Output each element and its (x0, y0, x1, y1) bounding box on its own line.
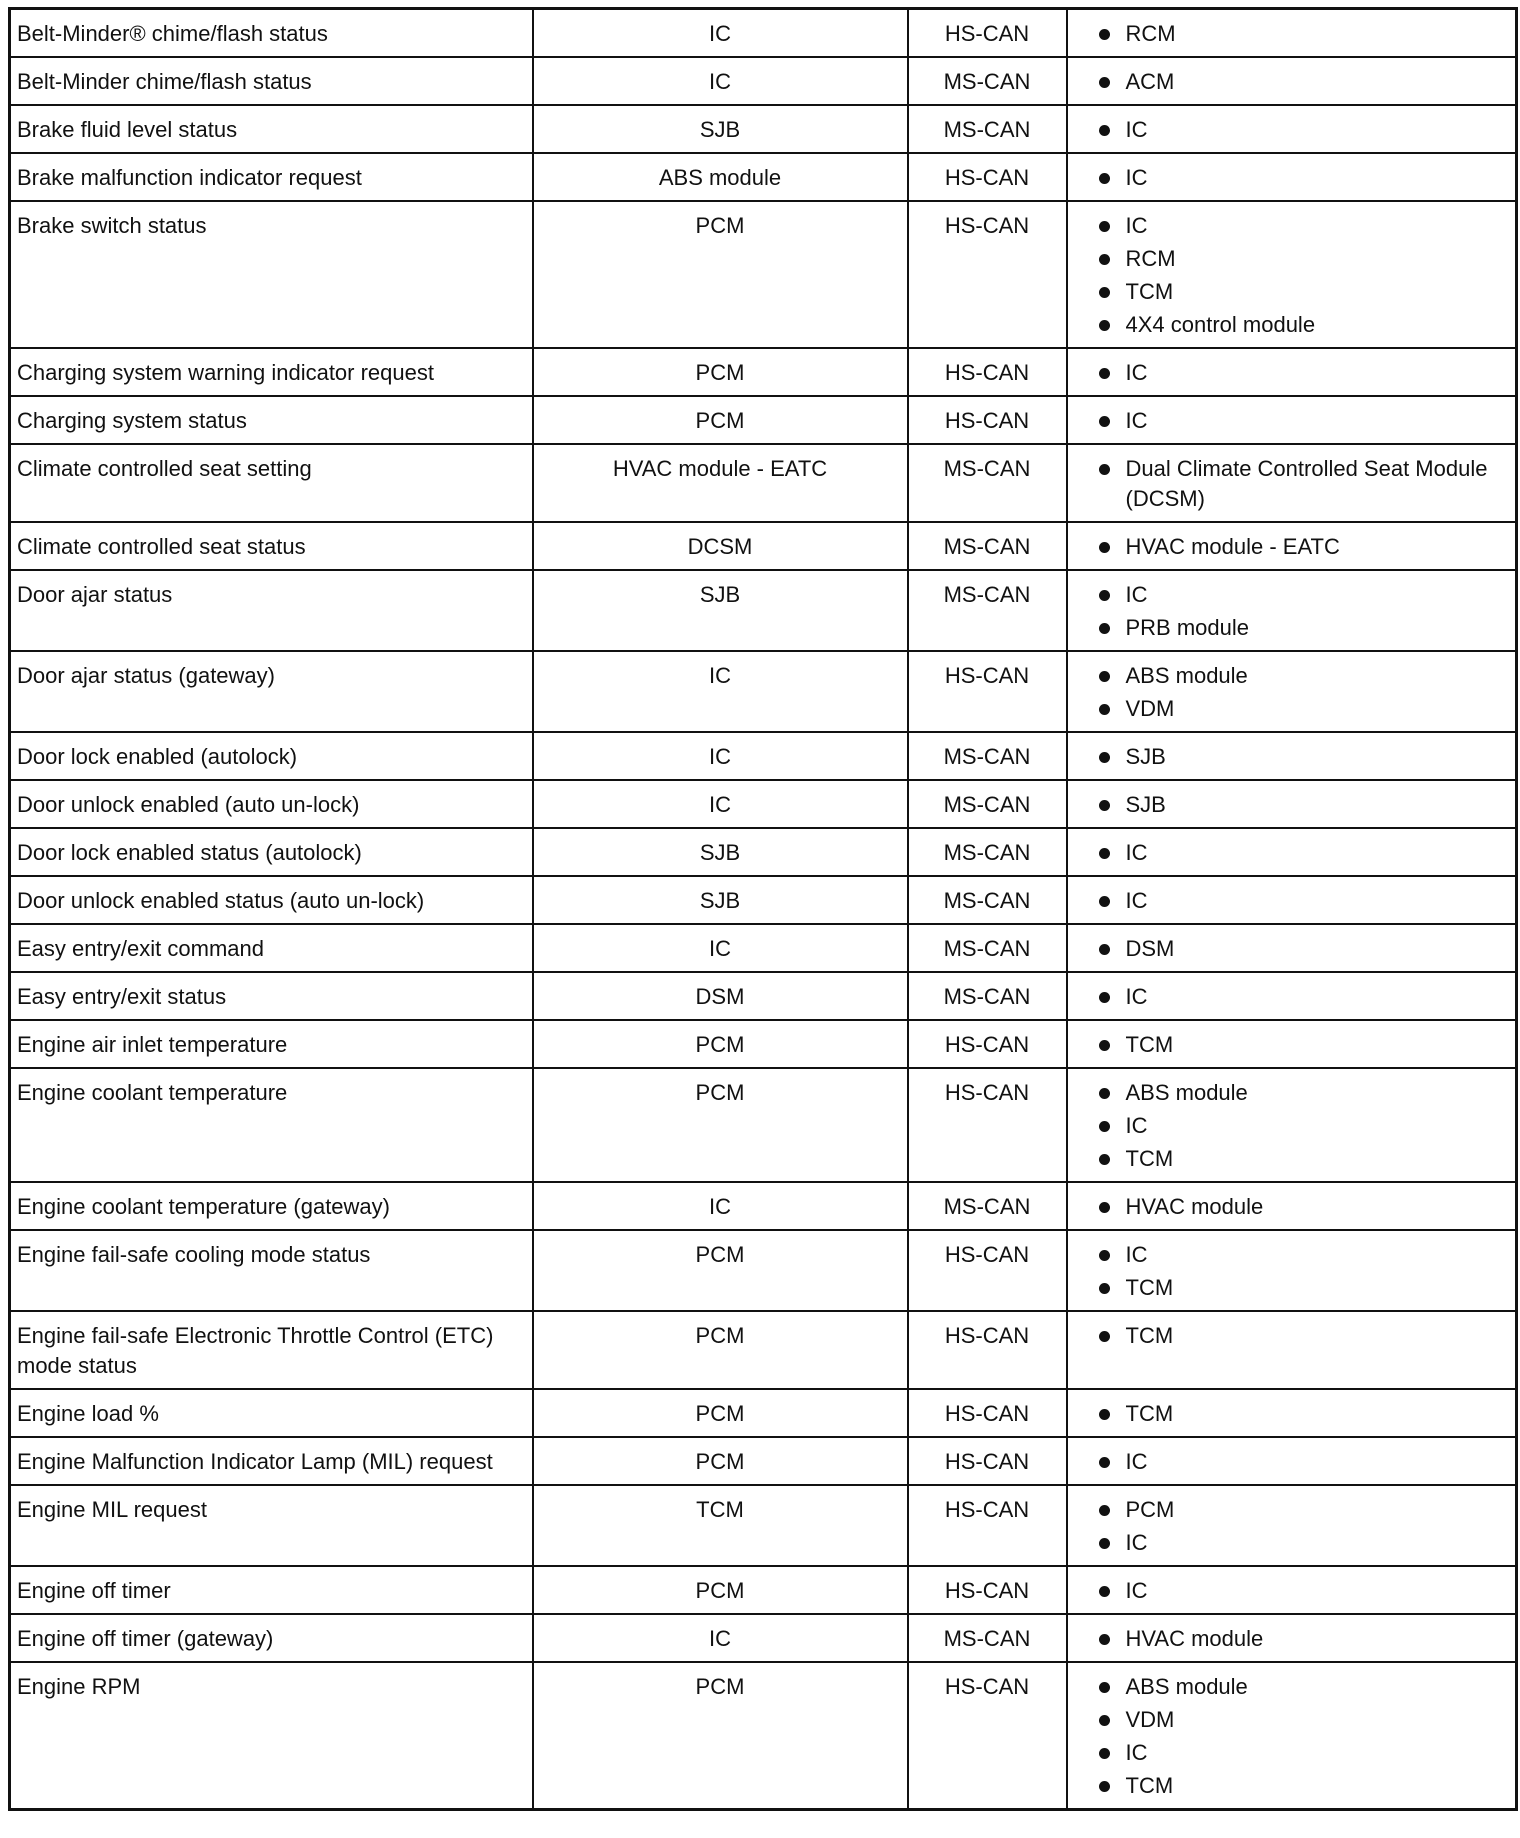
message-cell: Engine load % (10, 1389, 533, 1437)
receiving-modules-cell (1067, 57, 1517, 105)
receiver-list (1074, 1078, 1510, 1174)
message-cell: Easy entry/exit command (10, 924, 533, 972)
bullet-icon (1099, 1586, 1110, 1597)
list-item (1074, 1447, 1510, 1477)
table-row (10, 153, 1517, 201)
table-row (10, 201, 1517, 348)
receiver-label: DSM (1125, 936, 1175, 961)
message-cell: Door unlock enabled (auto un-lock) (10, 780, 533, 828)
source-module-cell: PCM (533, 1068, 908, 1182)
receiver-list (1074, 580, 1510, 643)
message-cell: Door ajar status (gateway) (10, 651, 533, 732)
receiver-label: ACM (1125, 69, 1175, 94)
bullet-icon (1099, 623, 1110, 634)
network-cell: HS-CAN (908, 1485, 1067, 1566)
network-cell: HS-CAN (908, 153, 1067, 201)
message-cell: Engine fail-safe cooling mode status (10, 1230, 533, 1311)
list-item (1074, 115, 1510, 145)
network-cell: MS-CAN (908, 1182, 1067, 1230)
receiving-modules-cell (1067, 522, 1517, 570)
receiving-modules-cell (1067, 780, 1517, 828)
receiving-modules-cell (1067, 153, 1517, 201)
receiver-list (1074, 19, 1510, 49)
bullet-icon (1099, 254, 1110, 265)
receiver-label: SJB (1125, 792, 1166, 817)
receiving-modules-cell (1067, 1662, 1517, 1810)
receiver-label: IC (1125, 165, 1148, 190)
source-module-cell: PCM (533, 1566, 908, 1614)
source-module-cell: PCM (533, 1662, 908, 1810)
network-cell: HS-CAN (908, 651, 1067, 732)
table-row (10, 1566, 1517, 1614)
receiving-modules-cell (1067, 444, 1517, 522)
receiver-list (1074, 67, 1510, 97)
list-item (1074, 1144, 1510, 1174)
receiving-modules-cell (1067, 1566, 1517, 1614)
receiver-label: HVAC module (1125, 1626, 1264, 1651)
table-row (10, 396, 1517, 444)
receiver-label: 4X4 control module (1125, 312, 1316, 337)
network-cell: HS-CAN (908, 1437, 1067, 1485)
receiver-label: SJB (1125, 744, 1166, 769)
source-module-cell: TCM (533, 1485, 908, 1566)
bullet-icon (1099, 1748, 1110, 1759)
receiving-modules-cell (1067, 1068, 1517, 1182)
table-row (10, 1020, 1517, 1068)
message-cell: Climate controlled seat setting (10, 444, 533, 522)
receiving-modules-cell (1067, 348, 1517, 396)
network-cell: HS-CAN (908, 9, 1067, 58)
receiver-label: TCM (1125, 1773, 1174, 1798)
receiver-list (1074, 1447, 1510, 1477)
bullet-icon (1099, 464, 1110, 475)
bullet-icon (1099, 173, 1110, 184)
receiver-label: IC (1125, 1242, 1148, 1267)
message-cell: Engine MIL request (10, 1485, 533, 1566)
receiver-list (1074, 1030, 1510, 1060)
table-row (10, 1614, 1517, 1662)
bullet-icon (1099, 944, 1110, 955)
list-item (1074, 1624, 1510, 1654)
receiving-modules-cell (1067, 1230, 1517, 1311)
receiver-label: Dual Climate Controlled Seat Module (DCSM) (1125, 456, 1488, 511)
network-cell: HS-CAN (908, 1389, 1067, 1437)
receiving-modules-cell (1067, 828, 1517, 876)
list-item (1074, 613, 1510, 643)
list-item (1074, 1030, 1510, 1060)
receiving-modules-cell (1067, 924, 1517, 972)
receiver-list (1074, 532, 1510, 562)
list-item (1074, 163, 1510, 193)
receiver-label: IC (1125, 360, 1148, 385)
bullet-icon (1099, 800, 1110, 811)
message-cell: Engine off timer (gateway) (10, 1614, 533, 1662)
network-cell: HS-CAN (908, 1020, 1067, 1068)
table-row (10, 828, 1517, 876)
bullet-icon (1099, 848, 1110, 859)
bullet-icon (1099, 1154, 1110, 1165)
receiver-label: IC (1125, 213, 1148, 238)
source-module-cell: IC (533, 1614, 908, 1662)
table-row (10, 876, 1517, 924)
network-cell: MS-CAN (908, 924, 1067, 972)
receiving-modules-cell (1067, 1389, 1517, 1437)
source-module-cell: PCM (533, 201, 908, 348)
network-cell: MS-CAN (908, 972, 1067, 1020)
list-item (1074, 358, 1510, 388)
list-item (1074, 1273, 1510, 1303)
table-row (10, 444, 1517, 522)
receiver-list (1074, 1192, 1510, 1222)
list-item (1074, 532, 1510, 562)
message-cell: Engine off timer (10, 1566, 533, 1614)
table-row (10, 570, 1517, 651)
message-cell: Door ajar status (10, 570, 533, 651)
receiver-label: RCM (1125, 246, 1176, 271)
list-item (1074, 1321, 1510, 1351)
receiver-list (1074, 982, 1510, 1012)
source-module-cell: IC (533, 924, 908, 972)
message-cell: Belt-Minder chime/flash status (10, 57, 533, 105)
receiving-modules-cell (1067, 972, 1517, 1020)
network-cell: HS-CAN (908, 396, 1067, 444)
bullet-icon (1099, 752, 1110, 763)
receiver-label: IC (1125, 582, 1148, 607)
receiver-list (1074, 454, 1510, 514)
network-cell: HS-CAN (908, 201, 1067, 348)
receiver-label: TCM (1125, 1323, 1174, 1348)
source-module-cell: IC (533, 9, 908, 58)
table-row (10, 972, 1517, 1020)
receiver-label: RCM (1125, 21, 1176, 46)
bullet-icon (1099, 1538, 1110, 1549)
network-cell: HS-CAN (908, 1311, 1067, 1389)
bullet-icon (1099, 896, 1110, 907)
receiving-modules-cell (1067, 1020, 1517, 1068)
message-cell: Engine coolant temperature (10, 1068, 533, 1182)
table-row (10, 1437, 1517, 1485)
receiver-list (1074, 838, 1510, 868)
receiver-list (1074, 1399, 1510, 1429)
receiver-label: HVAC module (1125, 1194, 1264, 1219)
table-row (10, 1068, 1517, 1182)
receiver-label: TCM (1125, 1032, 1174, 1057)
source-module-cell: PCM (533, 396, 908, 444)
source-module-cell: SJB (533, 828, 908, 876)
list-item (1074, 982, 1510, 1012)
list-item (1074, 310, 1510, 340)
table-row (10, 1230, 1517, 1311)
receiver-label: PRB module (1125, 615, 1250, 640)
receiver-label: IC (1125, 1449, 1148, 1474)
network-cell: HS-CAN (908, 1068, 1067, 1182)
network-cell: HS-CAN (908, 1230, 1067, 1311)
source-module-cell: PCM (533, 1437, 908, 1485)
list-item (1074, 742, 1510, 772)
message-cell: Door lock enabled status (autolock) (10, 828, 533, 876)
table-row (10, 732, 1517, 780)
bullet-icon (1099, 1331, 1110, 1342)
message-cell: Door lock enabled (autolock) (10, 732, 533, 780)
table-row (10, 1389, 1517, 1437)
network-cell: MS-CAN (908, 570, 1067, 651)
source-module-cell: PCM (533, 1020, 908, 1068)
message-cell: Engine fail-safe Electronic Throttle Control (ETC) mode status (10, 1311, 533, 1389)
bullet-icon (1099, 125, 1110, 136)
network-cell: HS-CAN (908, 1662, 1067, 1810)
receiver-label: IC (1125, 888, 1148, 913)
source-module-cell: PCM (533, 1230, 908, 1311)
bullet-icon (1099, 1457, 1110, 1468)
bullet-icon (1099, 671, 1110, 682)
receiver-label: IC (1125, 1740, 1148, 1765)
message-cell: Charging system warning indicator request (10, 348, 533, 396)
receiver-label: TCM (1125, 279, 1174, 304)
network-cell: MS-CAN (908, 105, 1067, 153)
receiver-label: ABS module (1125, 1080, 1248, 1105)
source-module-cell: IC (533, 1182, 908, 1230)
list-item (1074, 838, 1510, 868)
list-item (1074, 1111, 1510, 1141)
network-cell: MS-CAN (908, 57, 1067, 105)
receiver-label: VDM (1125, 1707, 1175, 1732)
table-body (10, 9, 1517, 1810)
network-cell: MS-CAN (908, 780, 1067, 828)
source-module-cell: PCM (533, 348, 908, 396)
bullet-icon (1099, 1682, 1110, 1693)
bullet-icon (1099, 1040, 1110, 1051)
bullet-icon (1099, 992, 1110, 1003)
receiver-label: IC (1125, 408, 1148, 433)
receiver-label: IC (1125, 1113, 1148, 1138)
bullet-icon (1099, 1121, 1110, 1132)
list-item (1074, 277, 1510, 307)
receiver-label: TCM (1125, 1275, 1174, 1300)
bullet-icon (1099, 704, 1110, 715)
message-cell: Engine RPM (10, 1662, 533, 1810)
receiving-modules-cell (1067, 732, 1517, 780)
receiver-list (1074, 406, 1510, 436)
message-cell: Engine air inlet temperature (10, 1020, 533, 1068)
bullet-icon (1099, 1283, 1110, 1294)
receiver-label: IC (1125, 117, 1148, 142)
source-module-cell: IC (533, 780, 908, 828)
source-module-cell: ABS module (533, 153, 908, 201)
source-module-cell: SJB (533, 876, 908, 924)
list-item (1074, 67, 1510, 97)
receiving-modules-cell (1067, 396, 1517, 444)
receiver-list (1074, 1624, 1510, 1654)
receiver-list (1074, 790, 1510, 820)
list-item (1074, 1078, 1510, 1108)
source-module-cell: PCM (533, 1389, 908, 1437)
list-item (1074, 790, 1510, 820)
receiving-modules-cell (1067, 1437, 1517, 1485)
receiver-list (1074, 934, 1510, 964)
message-cell: Brake malfunction indicator request (10, 153, 533, 201)
message-cell: Engine coolant temperature (gateway) (10, 1182, 533, 1230)
bullet-icon (1099, 1202, 1110, 1213)
receiver-label: ABS module (1125, 663, 1248, 688)
network-cell: HS-CAN (908, 1566, 1067, 1614)
source-module-cell: DSM (533, 972, 908, 1020)
receiving-modules-cell (1067, 651, 1517, 732)
list-item (1074, 1495, 1510, 1525)
receiver-label: TCM (1125, 1146, 1174, 1171)
receiver-label: IC (1125, 1578, 1148, 1603)
table-row (10, 105, 1517, 153)
table-row (10, 1662, 1517, 1810)
bullet-icon (1099, 542, 1110, 553)
list-item (1074, 694, 1510, 724)
receiver-list (1074, 163, 1510, 193)
table-row (10, 1182, 1517, 1230)
receiver-list (1074, 1576, 1510, 1606)
bullet-icon (1099, 77, 1110, 88)
message-cell: Easy entry/exit status (10, 972, 533, 1020)
list-item (1074, 1738, 1510, 1768)
receiver-list (1074, 1240, 1510, 1303)
list-item (1074, 454, 1510, 514)
bullet-icon (1099, 416, 1110, 427)
source-module-cell: IC (533, 651, 908, 732)
bullet-icon (1099, 590, 1110, 601)
network-cell: MS-CAN (908, 732, 1067, 780)
receiver-list (1074, 661, 1510, 724)
list-item (1074, 1528, 1510, 1558)
table-row (10, 1485, 1517, 1566)
receiver-label: PCM (1125, 1497, 1175, 1522)
message-cell: Door unlock enabled status (auto un-lock) (10, 876, 533, 924)
source-module-cell: PCM (533, 1311, 908, 1389)
receiver-list (1074, 742, 1510, 772)
network-cell: MS-CAN (908, 876, 1067, 924)
receiving-modules-cell (1067, 1614, 1517, 1662)
message-cell: Brake fluid level status (10, 105, 533, 153)
source-module-cell: HVAC module - EATC (533, 444, 908, 522)
receiver-label: TCM (1125, 1401, 1174, 1426)
receiving-modules-cell (1067, 201, 1517, 348)
table-row (10, 1311, 1517, 1389)
receiving-modules-cell (1067, 9, 1517, 58)
bullet-icon (1099, 287, 1110, 298)
table-row (10, 780, 1517, 828)
receiving-modules-cell (1067, 876, 1517, 924)
receiver-list (1074, 115, 1510, 145)
list-item (1074, 1672, 1510, 1702)
list-item (1074, 1399, 1510, 1429)
receiver-list (1074, 358, 1510, 388)
list-item (1074, 406, 1510, 436)
receiver-list (1074, 211, 1510, 340)
message-cell: Belt-Minder® chime/flash status (10, 9, 533, 58)
receiver-list (1074, 886, 1510, 916)
bullet-icon (1099, 368, 1110, 379)
bullet-icon (1099, 1634, 1110, 1645)
message-cell: Brake switch status (10, 201, 533, 348)
receiver-label: VDM (1125, 696, 1175, 721)
receiver-label: HVAC module - EATC (1125, 534, 1340, 559)
table-row (10, 924, 1517, 972)
receiving-modules-cell (1067, 1485, 1517, 1566)
bullet-icon (1099, 1088, 1110, 1099)
table-row (10, 9, 1517, 58)
source-module-cell: IC (533, 57, 908, 105)
network-cell: MS-CAN (908, 444, 1067, 522)
receiver-list (1074, 1495, 1510, 1558)
receiver-list (1074, 1672, 1510, 1801)
receiver-label: ABS module (1125, 1674, 1248, 1699)
receiver-label: IC (1125, 840, 1148, 865)
receiver-list (1074, 1321, 1510, 1351)
network-cell: MS-CAN (908, 1614, 1067, 1662)
bullet-icon (1099, 221, 1110, 232)
bullet-icon (1099, 1715, 1110, 1726)
list-item (1074, 1192, 1510, 1222)
list-item (1074, 886, 1510, 916)
bullet-icon (1099, 29, 1110, 40)
network-cell: MS-CAN (908, 828, 1067, 876)
receiving-modules-cell (1067, 1311, 1517, 1389)
network-message-table (8, 7, 1518, 1811)
list-item (1074, 661, 1510, 691)
bullet-icon (1099, 1781, 1110, 1792)
source-module-cell: DCSM (533, 522, 908, 570)
message-cell: Engine Malfunction Indicator Lamp (MIL) request (10, 1437, 533, 1485)
source-module-cell: SJB (533, 105, 908, 153)
table-row (10, 522, 1517, 570)
message-cell: Climate controlled seat status (10, 522, 533, 570)
receiving-modules-cell (1067, 570, 1517, 651)
list-item (1074, 211, 1510, 241)
receiver-label: IC (1125, 1530, 1148, 1555)
table-row (10, 651, 1517, 732)
bullet-icon (1099, 1250, 1110, 1261)
network-cell: HS-CAN (908, 348, 1067, 396)
table-row (10, 57, 1517, 105)
list-item (1074, 1240, 1510, 1270)
list-item (1074, 244, 1510, 274)
list-item (1074, 1771, 1510, 1801)
bullet-icon (1099, 320, 1110, 331)
table-row (10, 348, 1517, 396)
list-item (1074, 1576, 1510, 1606)
list-item (1074, 1705, 1510, 1735)
list-item (1074, 580, 1510, 610)
list-item (1074, 19, 1510, 49)
bullet-icon (1099, 1505, 1110, 1516)
receiver-label: IC (1125, 984, 1148, 1009)
list-item (1074, 934, 1510, 964)
network-cell: MS-CAN (908, 522, 1067, 570)
receiving-modules-cell (1067, 105, 1517, 153)
source-module-cell: SJB (533, 570, 908, 651)
receiving-modules-cell (1067, 1182, 1517, 1230)
source-module-cell: IC (533, 732, 908, 780)
bullet-icon (1099, 1409, 1110, 1420)
message-cell: Charging system status (10, 396, 533, 444)
